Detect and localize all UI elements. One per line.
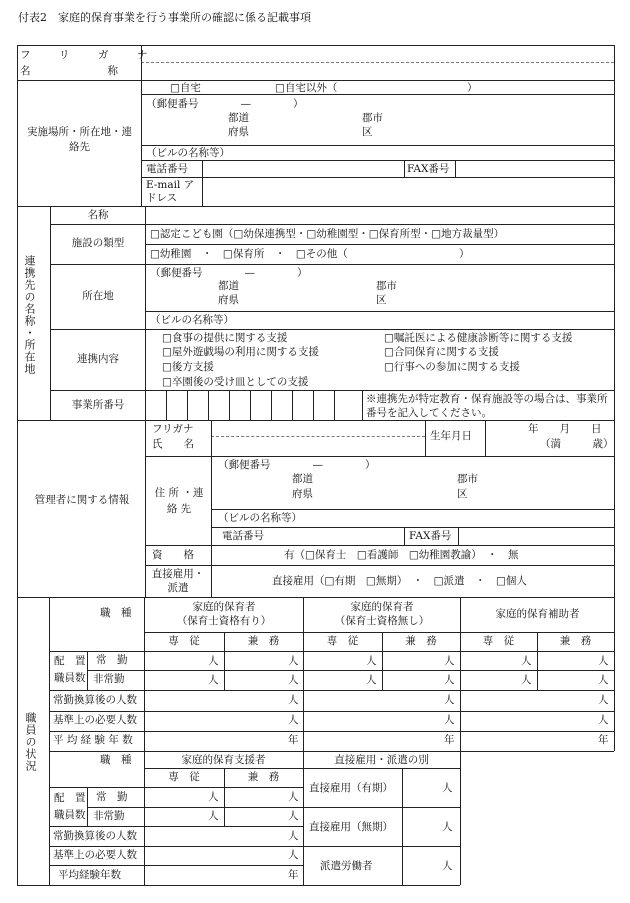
caregiver-unlicensed-label: 家庭的保育者 <box>350 601 414 613</box>
manager-pref-a: 都道 <box>292 473 313 485</box>
manager-label: 管理者に関する情報 <box>34 494 130 506</box>
unit: 人 <box>444 694 455 706</box>
partner-city-a: 郡市 <box>376 280 397 292</box>
coop-item-2[interactable]: □屋外遊戯場の利用に関する支援 <box>162 346 319 358</box>
unit: 人 <box>208 655 219 667</box>
c4-full: 専 従 <box>168 771 200 783</box>
facility-type-close: ） <box>459 248 470 260</box>
experience-label: 平 均 経 験 年 数 <box>53 734 133 746</box>
manager-city-a: 郡市 <box>457 473 478 485</box>
manager-address-label: 住 所 ・連 絡 先 <box>154 487 204 515</box>
coop-item-1[interactable]: □食事の提供に関する支援 <box>162 332 288 344</box>
pref-b: 府県 <box>228 126 249 138</box>
job-header-2: 職 種 <box>100 754 132 766</box>
non-home-checkbox[interactable]: □自宅以外（ <box>275 82 338 94</box>
name-label: 名 称 <box>20 65 125 77</box>
unit: 人 <box>288 791 299 803</box>
coop-label: 連携内容 <box>77 353 119 365</box>
assistant-label: 家庭的保育補助者 <box>495 608 580 620</box>
facility-type-line2[interactable]: □幼稚園 ・ □保育所 ・ □その他（ <box>150 248 348 260</box>
unit: 人 <box>598 655 609 667</box>
unit: 人 <box>598 714 609 726</box>
job-header: 職 種 <box>100 607 132 619</box>
assign-label: 配 置 <box>54 655 86 667</box>
qualification-label: 資 格 <box>152 549 194 561</box>
parttime-label-2: 非常勤 <box>93 810 125 822</box>
staff-side-label: 職員の状況 <box>24 712 37 772</box>
unit-year: 年 <box>288 869 299 881</box>
caregiver-licensed-sub: （保育士資格有り） <box>176 615 272 627</box>
unit: 人 <box>521 655 532 667</box>
unit: 人 <box>288 655 299 667</box>
unit: 人 <box>208 674 219 686</box>
manager-tel: 電話番号 <box>222 530 264 542</box>
partner-postal: （郵便番号 — ） <box>150 267 308 279</box>
tel-label: 電話番号 <box>146 163 188 175</box>
unit: 人 <box>444 655 455 667</box>
manager-name: 氏 名 <box>152 438 194 450</box>
caregiver-licensed-label: 家庭的保育者 <box>192 601 256 613</box>
unit: 人 <box>442 782 453 794</box>
partner-address-label: 所在地 <box>82 290 114 302</box>
required-label: 基準上の必要人数 <box>53 714 137 726</box>
coop-item-4[interactable]: □卒園後の受け皿としての支援 <box>162 376 309 388</box>
assign-label-2: 配 置 <box>54 792 86 804</box>
unit-year: 年 <box>288 734 299 746</box>
unit: 人 <box>288 810 299 822</box>
document-title: 付表2 家庭的保育事業を行う事業所の確認に係る記載事項 <box>18 11 311 24</box>
unit: 人 <box>366 674 377 686</box>
coop-item-6[interactable]: □合同保育に関する支援 <box>384 346 499 358</box>
c3-part: 兼 務 <box>559 635 592 647</box>
supporter-label: 家庭的保育支援者 <box>181 754 266 766</box>
unit: 人 <box>208 810 219 822</box>
manager-furigana: フリガナ <box>152 423 194 435</box>
partner-pref-a: 都道 <box>218 280 239 292</box>
office-number-label: 事業所番号 <box>71 399 125 411</box>
facility-type-label: 施設の類型 <box>71 237 125 249</box>
staff-count-label: 職員数 <box>54 672 86 684</box>
qualification-options[interactable]: 有（□保育士 □看護師 □幼稚園教諭） ・ 無 <box>284 549 519 561</box>
coop-item-5[interactable]: □嘱託医による健康診断等に関する支援 <box>384 332 573 344</box>
caregiver-unlicensed-sub: （保育士資格無し） <box>334 615 430 627</box>
unit: 人 <box>288 694 299 706</box>
unit: 人 <box>288 674 299 686</box>
unit: 人 <box>288 830 299 842</box>
birth-label: 生年月日 <box>430 430 472 442</box>
parttime-label: 非常勤 <box>93 673 125 685</box>
birth-ymd: 年 月 日 <box>528 423 602 435</box>
staff-count-label-2: 職員数 <box>54 809 86 821</box>
pref-a: 都道 <box>228 112 249 124</box>
partner-pref-b: 府県 <box>218 294 239 306</box>
unit: 人 <box>442 821 453 833</box>
manager-building: （ビルの名称等） <box>218 512 302 524</box>
c2-part: 兼 務 <box>405 635 437 647</box>
birth-age: （満 歳） <box>540 438 614 450</box>
unit-year: 年 <box>598 734 609 746</box>
unit: 人 <box>288 714 299 726</box>
unit: 人 <box>288 849 299 861</box>
city-a: 郡市 <box>362 112 383 124</box>
city-b: 区 <box>362 126 373 138</box>
c4-part: 兼 務 <box>247 771 280 783</box>
employment-label: 直接雇用・派遣 <box>151 568 205 594</box>
coop-item-3[interactable]: □後方支援 <box>162 361 214 373</box>
c1-part: 兼 務 <box>247 635 280 647</box>
partner-name-label: 名称 <box>87 209 109 221</box>
experience-label-2: 平均経験年数 <box>58 869 121 881</box>
required-label-2: 基準上の必要人数 <box>53 849 137 861</box>
partner-building: （ビルの名称等） <box>150 314 234 326</box>
building-label: （ビルの名称等） <box>146 147 230 159</box>
unit: 人 <box>598 674 609 686</box>
fulltime-label: 常 勤 <box>96 654 128 666</box>
fte-label-2: 常勤換算後の人数 <box>53 830 137 842</box>
dispatch-header: 直接雇用・派遣の別 <box>334 754 429 766</box>
unit: 人 <box>208 791 219 803</box>
unit: 人 <box>598 694 609 706</box>
email-label: E-mail アドレス <box>146 179 195 204</box>
unit: 人 <box>444 714 455 726</box>
home-checkbox[interactable]: □自宅 <box>170 82 201 94</box>
c1-full: 専 従 <box>168 635 200 647</box>
manager-city-b: 区 <box>457 488 468 500</box>
unit-year: 年 <box>444 734 455 746</box>
partner-side-label: 連携先の名称・所在地 <box>23 255 36 375</box>
facility-type-line1[interactable]: □認定こども園（□幼保連携型・□幼稚園型・□保育所型・□地方裁量型） <box>150 228 505 240</box>
fax-label: FAX番号 <box>407 163 450 175</box>
manager-pref-b: 府県 <box>292 488 313 500</box>
close-paren: ） <box>467 82 478 94</box>
manager-fax: FAX番号 <box>409 530 452 542</box>
office-number-note: ※連携先が特定教育・保育施設等の場合は、事業所番号を記入してください。 <box>366 393 608 419</box>
direct-fixed-label: 直接雇用（有期） <box>309 782 393 794</box>
fte-label: 常勤換算後の人数 <box>53 694 137 706</box>
unit: 人 <box>366 655 377 667</box>
furigana-label: フ リ ガ ナ <box>20 49 157 61</box>
fulltime-label-2: 常 勤 <box>96 791 128 803</box>
partner-city-b: 区 <box>376 294 387 306</box>
unit: 人 <box>444 674 455 686</box>
direct-unfixed-label: 直接雇用（無期） <box>309 821 393 833</box>
location-label: 実施場所・所在地・連絡先 <box>27 126 132 153</box>
employment-options[interactable]: 直接雇用（□有期 □無期） ・ □派遣 ・ □個人 <box>272 575 527 587</box>
postal-code: （郵便番号 — ） <box>146 98 304 110</box>
manager-postal: （郵便番号 — ） <box>218 459 376 471</box>
c2-full: 専 従 <box>326 635 359 647</box>
unit: 人 <box>442 860 453 872</box>
coop-item-7[interactable]: □行事への参加に関する支援 <box>384 361 520 373</box>
dispatched-label: 派遣労働者 <box>320 860 373 872</box>
c3-full: 専 従 <box>482 635 515 647</box>
unit: 人 <box>521 674 532 686</box>
